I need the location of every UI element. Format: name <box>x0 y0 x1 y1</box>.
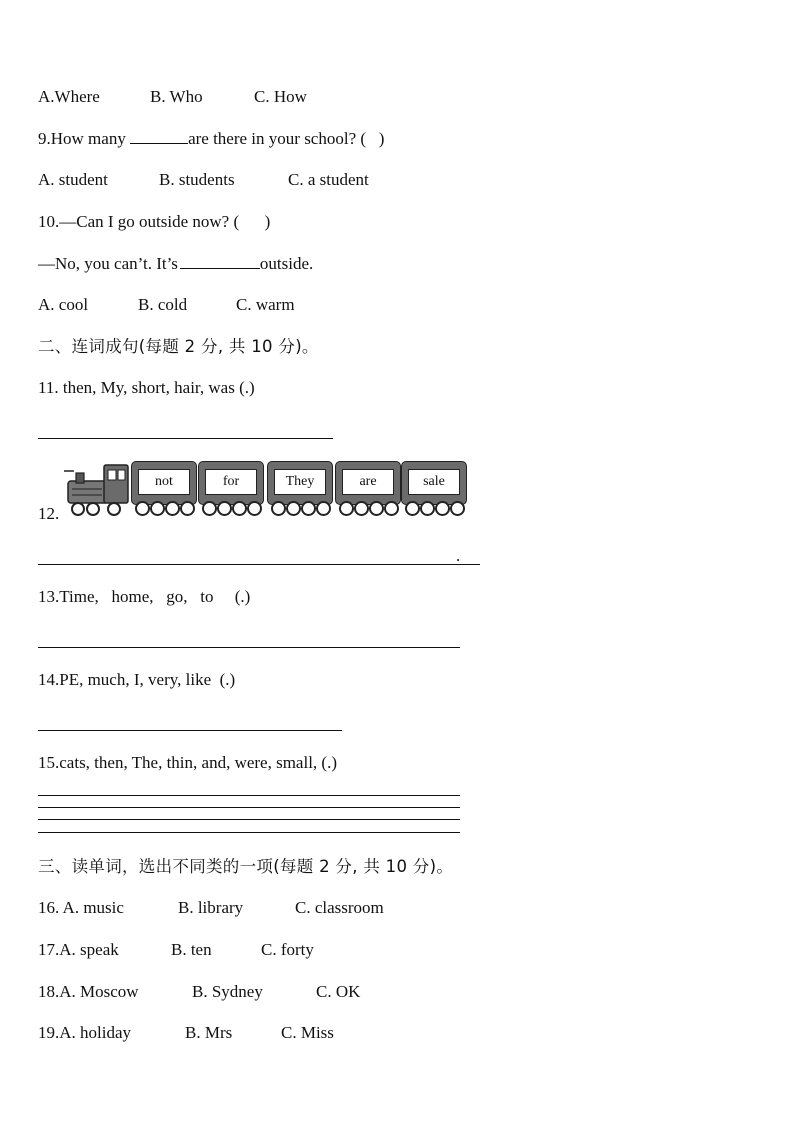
q14-answer-line[interactable] <box>38 730 342 731</box>
section-3-title: 三、读单词，选出不同类的一项(每题 2 分, 共 10 分)。 <box>38 857 454 876</box>
q14-prompt: 14.PE, much, I, very, like (.) <box>38 670 236 689</box>
q10-question: 10.—Can I go outside now? ( ) <box>38 212 271 231</box>
q8-option-a: A.Where <box>38 87 100 106</box>
q12-end-mark: . <box>456 546 461 565</box>
q16-option-a: 16. A. music <box>38 898 124 917</box>
wheel-icon <box>135 501 150 516</box>
q15-answer-line-2[interactable] <box>38 807 460 808</box>
q15-answer-line-1[interactable] <box>38 795 460 796</box>
q8-options <box>38 87 307 107</box>
q9-option-b: B. students <box>159 170 235 189</box>
word-card: are <box>342 469 394 495</box>
wheel-icon <box>202 501 217 516</box>
q9-option-a: A. student <box>38 170 108 189</box>
q16-option-b: B. library <box>178 898 244 917</box>
q18-options <box>38 982 360 1002</box>
q19-option-a: 19.A. holiday <box>38 1023 132 1042</box>
wheel-icon <box>316 501 331 516</box>
q17-option-b: B. ten <box>171 940 212 959</box>
q10-options <box>38 295 295 315</box>
wheel-icon <box>384 501 399 516</box>
q10-suffix: outside. <box>259 254 314 273</box>
wheel-icon <box>369 501 384 516</box>
q10-answer-line <box>38 254 313 274</box>
q10-blank[interactable] <box>180 254 260 269</box>
q18-option-c: C. OK <box>316 982 361 1001</box>
train-car-2 <box>198 461 264 505</box>
q19-option-c: C. Miss <box>281 1023 334 1042</box>
q17-option-a: 17.A. speak <box>38 940 119 959</box>
wheel-icon <box>150 501 165 516</box>
train-car-5 <box>401 461 467 505</box>
q18-option-a: 18.A. Moscow <box>38 982 139 1001</box>
q18-option-b: B. Sydney <box>192 982 263 1001</box>
q10-option-c: C. warm <box>236 295 295 314</box>
wheel-icon <box>232 501 247 516</box>
wheel-icon <box>247 501 262 516</box>
q9-blank[interactable] <box>130 129 188 144</box>
q10-prefix: —No, you can’t. It’s <box>38 254 178 273</box>
q8-option-b: B. Who <box>150 87 203 106</box>
q16-option-c: C. classroom <box>295 898 384 917</box>
q15-answer-line-3[interactable] <box>38 819 460 820</box>
wheel-icon <box>286 501 301 516</box>
q12-answer-line[interactable] <box>38 564 480 565</box>
wheel-icon <box>354 501 369 516</box>
q9-question <box>38 129 384 149</box>
q15-prompt: 15.cats, then, The, thin, and, were, small, (.) <box>38 753 337 772</box>
q13-prompt: 13.Time, home, go, to (.) <box>38 587 251 606</box>
wheel-icon <box>450 501 465 516</box>
q11-prompt: 11. then, My, short, hair, was (.) <box>38 378 255 397</box>
q9-options <box>38 170 369 190</box>
q16-options <box>38 898 384 918</box>
wheel-icon <box>339 501 354 516</box>
wheel-icon <box>420 501 435 516</box>
section-2-title: 二、连词成句(每题 2 分, 共 10 分)。 <box>38 337 319 356</box>
q8-option-c: C. How <box>254 87 307 106</box>
q12-number: 12. <box>38 504 60 523</box>
q9-option-c: C. a student <box>288 170 369 189</box>
q17-option-c: C. forty <box>261 940 314 959</box>
word-card: They <box>274 469 326 495</box>
q11-answer-line[interactable] <box>38 438 333 439</box>
q15-answer-line-4[interactable] <box>38 832 460 833</box>
word-card: not <box>138 469 190 495</box>
wheel-icon <box>217 501 232 516</box>
train-illustration <box>64 459 468 519</box>
q17-options <box>38 940 314 960</box>
train-car-4 <box>335 461 401 505</box>
q10-option-b: B. cold <box>138 295 188 314</box>
train-car-1 <box>131 461 197 505</box>
q10-option-a: A. cool <box>38 295 89 314</box>
word-card: sale <box>408 469 460 495</box>
q13-answer-line[interactable] <box>38 647 460 648</box>
wheel-icon <box>405 501 420 516</box>
wheel-icon <box>435 501 450 516</box>
wheel-icon <box>165 501 180 516</box>
locomotive-icon <box>64 459 130 519</box>
q19-option-b: B. Mrs <box>185 1023 233 1042</box>
wheel-icon <box>301 501 316 516</box>
q9-suffix: are there in your school? ( ) <box>188 129 385 148</box>
wheel-icon <box>180 501 195 516</box>
word-card: for <box>205 469 257 495</box>
train-car-3 <box>267 461 333 505</box>
wheel-icon <box>271 501 286 516</box>
q19-options <box>38 1023 334 1043</box>
q9-prefix: 9.How many <box>38 129 126 148</box>
